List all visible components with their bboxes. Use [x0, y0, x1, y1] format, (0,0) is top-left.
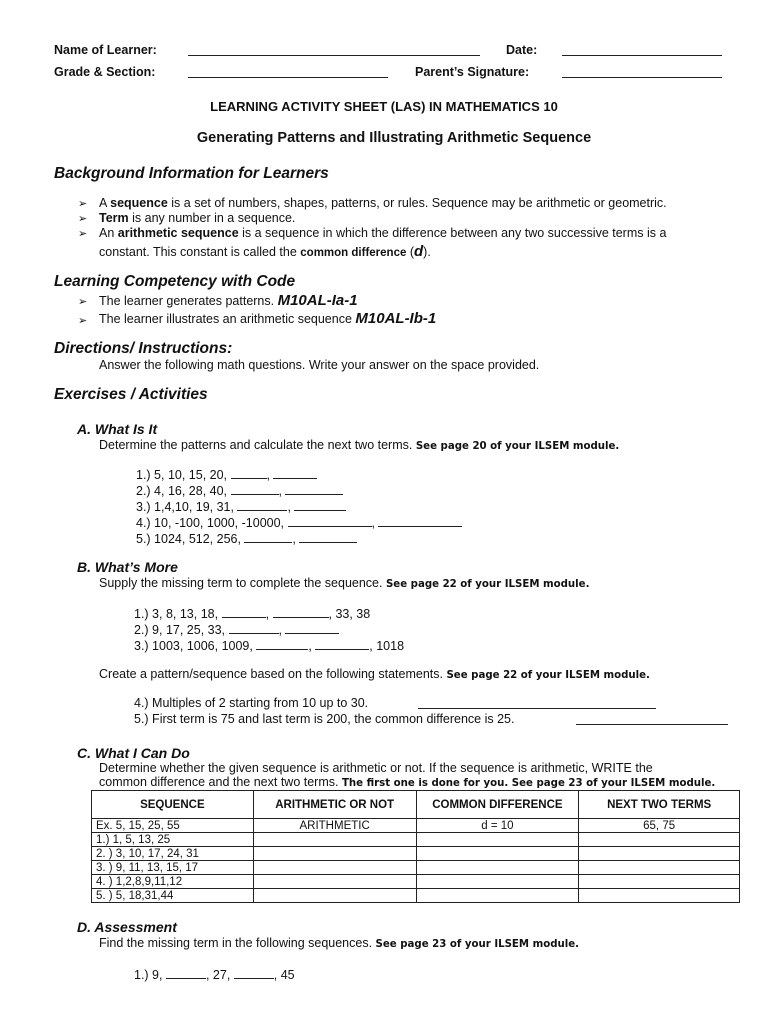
- table-cell: 65, 75: [579, 819, 740, 833]
- column-header: SEQUENCE: [92, 791, 254, 819]
- table-row: [92, 819, 740, 833]
- name-field[interactable]: [188, 43, 480, 56]
- table-cell: 5. ) 5, 18,31,44: [92, 889, 254, 903]
- directions-heading: Directions/ Instructions:: [54, 340, 233, 357]
- table-header-row: [92, 791, 740, 819]
- signature-field[interactable]: [562, 65, 722, 78]
- answer-blank[interactable]: [273, 466, 317, 479]
- answer-cell[interactable]: [579, 833, 740, 847]
- answer-blank[interactable]: [231, 466, 267, 479]
- section-c-heading: C. What I Can Do: [77, 745, 190, 761]
- answer-blank[interactable]: [237, 498, 287, 511]
- bullet-arrow-icon: ➢: [78, 296, 88, 308]
- competency-item: The learner illustrates an arithmetic sequence M10AL-Ib-1: [99, 310, 437, 327]
- list-item: 1.) 3, 8, 13, 18, , , 33, 38: [134, 607, 371, 621]
- table-cell: 3. ) 9, 11, 13, 15, 17: [92, 861, 254, 875]
- list-item: 1.) 5, 10, 15, 20, ,: [136, 466, 317, 482]
- answer-blank[interactable]: [288, 514, 372, 527]
- date-field[interactable]: [562, 43, 722, 56]
- background-item: A sequence is a set of numbers, shapes, patterns, or rules. Sequence may be arithmetic or geometric.: [99, 196, 667, 210]
- name-label: Name of Learner:: [54, 43, 157, 57]
- list-item: 4.) Multiples of 2 starting from 10 up to 30.: [134, 696, 369, 710]
- answer-cell[interactable]: [253, 847, 416, 861]
- bullet-arrow-icon: ➢: [78, 213, 88, 225]
- answer-blank[interactable]: [256, 637, 308, 650]
- section-b-heading: B. What’s More: [77, 559, 178, 575]
- create-instructions: Create a pattern/sequence based on the following statements. See page 22 of your ILSEM module.: [99, 667, 650, 681]
- column-header: COMMON DIFFERENCE: [416, 791, 579, 819]
- answer-blank[interactable]: [294, 498, 346, 511]
- answer-blank[interactable]: [229, 621, 279, 634]
- answer-cell[interactable]: [579, 861, 740, 875]
- table-row: [92, 847, 740, 861]
- answer-blank[interactable]: [234, 966, 274, 979]
- answer-cell[interactable]: [579, 889, 740, 903]
- grade-field[interactable]: [188, 65, 388, 78]
- section-d-instructions: Find the missing term in the following sequences. See page 23 of your ILSEM module.: [99, 936, 580, 950]
- section-c-instructions: Determine whether the given sequence is arithmetic or not. If the sequence is arithmetic, WRITE the: [99, 761, 653, 775]
- table-row: [92, 889, 740, 903]
- list-item: 3.) 1,4,10, 19, 31, ,: [136, 498, 346, 514]
- answer-blank[interactable]: [222, 605, 266, 618]
- answer-cell[interactable]: [253, 861, 416, 875]
- list-item: 2.) 4, 16, 28, 40, ,: [136, 482, 343, 498]
- directions-text: Answer the following math questions. Write your answer on the space provided.: [99, 358, 540, 372]
- list-item: 5.) 1024, 512, 256, ,: [136, 530, 357, 546]
- list-item: 3.) 1003, 1006, 1009, , , 1018: [134, 639, 405, 653]
- table-cell: ARITHMETIC: [253, 819, 416, 833]
- list-item: 5.) First term is 75 and last term is 200, the common difference is 25.: [134, 712, 515, 726]
- answer-cell[interactable]: [253, 889, 416, 903]
- answer-cell[interactable]: [579, 875, 740, 889]
- answer-cell[interactable]: [416, 861, 579, 875]
- competency-item: The learner generates patterns. M10AL-Ia-1: [99, 292, 358, 309]
- background-item: An arithmetic sequence is a sequence in which the difference between any two successive terms is a: [99, 226, 667, 240]
- table-cell: 2. ) 3, 10, 17, 24, 31: [92, 847, 254, 861]
- answer-blank[interactable]: [231, 482, 279, 495]
- competency-heading: Learning Competency with Code: [54, 273, 296, 290]
- background-item: Term is any number in a sequence.: [99, 211, 296, 225]
- list-item: 1.) 9, , 27, , 45: [134, 968, 295, 982]
- date-label: Date:: [506, 43, 538, 57]
- answer-blank[interactable]: [315, 637, 369, 650]
- answer-blank[interactable]: [299, 530, 357, 543]
- column-header: ARITHMETIC OR NOT: [253, 791, 416, 819]
- page-title: LEARNING ACTIVITY SHEET (LAS) IN MATHEMATICS 10: [210, 99, 558, 114]
- section-d-heading: D. Assessment: [77, 919, 177, 935]
- answer-blank[interactable]: [285, 621, 339, 634]
- answer-blank[interactable]: [378, 514, 462, 527]
- answer-cell[interactable]: [416, 847, 579, 861]
- page-subtitle: Generating Patterns and Illustrating Arithmetic Sequence: [196, 130, 592, 146]
- list-item: 4.) 10, -100, 1000, -10000, ,: [136, 514, 462, 530]
- answer-cell[interactable]: [579, 847, 740, 861]
- answer-blank[interactable]: [273, 605, 329, 618]
- signature-label: Parent’s Signature:: [415, 65, 530, 79]
- section-c-instructions-continued: common difference and the next two terms. The first one is done for you. See page 23 of your ILSEM module.: [99, 775, 716, 789]
- background-item-continued: constant. This constant is called the common difference (d).: [99, 243, 431, 260]
- answer-blank[interactable]: [285, 482, 343, 495]
- bullet-arrow-icon: ➢: [78, 315, 88, 327]
- section-b-instructions: Supply the missing term to complete the sequence. See page 22 of your ILSEM module.: [99, 576, 590, 590]
- answer-cell[interactable]: [416, 875, 579, 889]
- background-heading: Background Information for Learners: [54, 165, 329, 182]
- table-row: [92, 861, 740, 875]
- column-header: NEXT TWO TERMS: [579, 791, 740, 819]
- sequence-table: [91, 790, 740, 903]
- answer-cell[interactable]: [253, 833, 416, 847]
- answer-blank[interactable]: [244, 530, 292, 543]
- bullet-arrow-icon: ➢: [78, 198, 88, 210]
- answer-cell[interactable]: [416, 833, 579, 847]
- section-a-heading: A. What Is It: [77, 421, 158, 437]
- bullet-arrow-icon: ➢: [78, 228, 88, 240]
- exercises-heading: Exercises / Activities: [54, 386, 208, 403]
- answer-blank[interactable]: [166, 966, 206, 979]
- answer-blank[interactable]: [418, 696, 656, 709]
- table-row: [92, 875, 740, 889]
- table-cell: Ex. 5, 15, 25, 55: [92, 819, 254, 833]
- table-cell: d = 10: [416, 819, 579, 833]
- section-a-instructions: Determine the patterns and calculate the next two terms. See page 20 of your ILSEM module.: [99, 438, 620, 452]
- answer-cell[interactable]: [253, 875, 416, 889]
- grade-label: Grade & Section:: [54, 65, 156, 79]
- answer-cell[interactable]: [416, 889, 579, 903]
- table-cell: 1.) 1, 5, 13, 25: [92, 833, 254, 847]
- list-item: 2.) 9, 17, 25, 33, ,: [134, 621, 339, 637]
- table-row: [92, 833, 740, 847]
- table-cell: 4. ) 1,2,8,9,11,12: [92, 875, 254, 889]
- answer-blank[interactable]: [576, 712, 728, 725]
